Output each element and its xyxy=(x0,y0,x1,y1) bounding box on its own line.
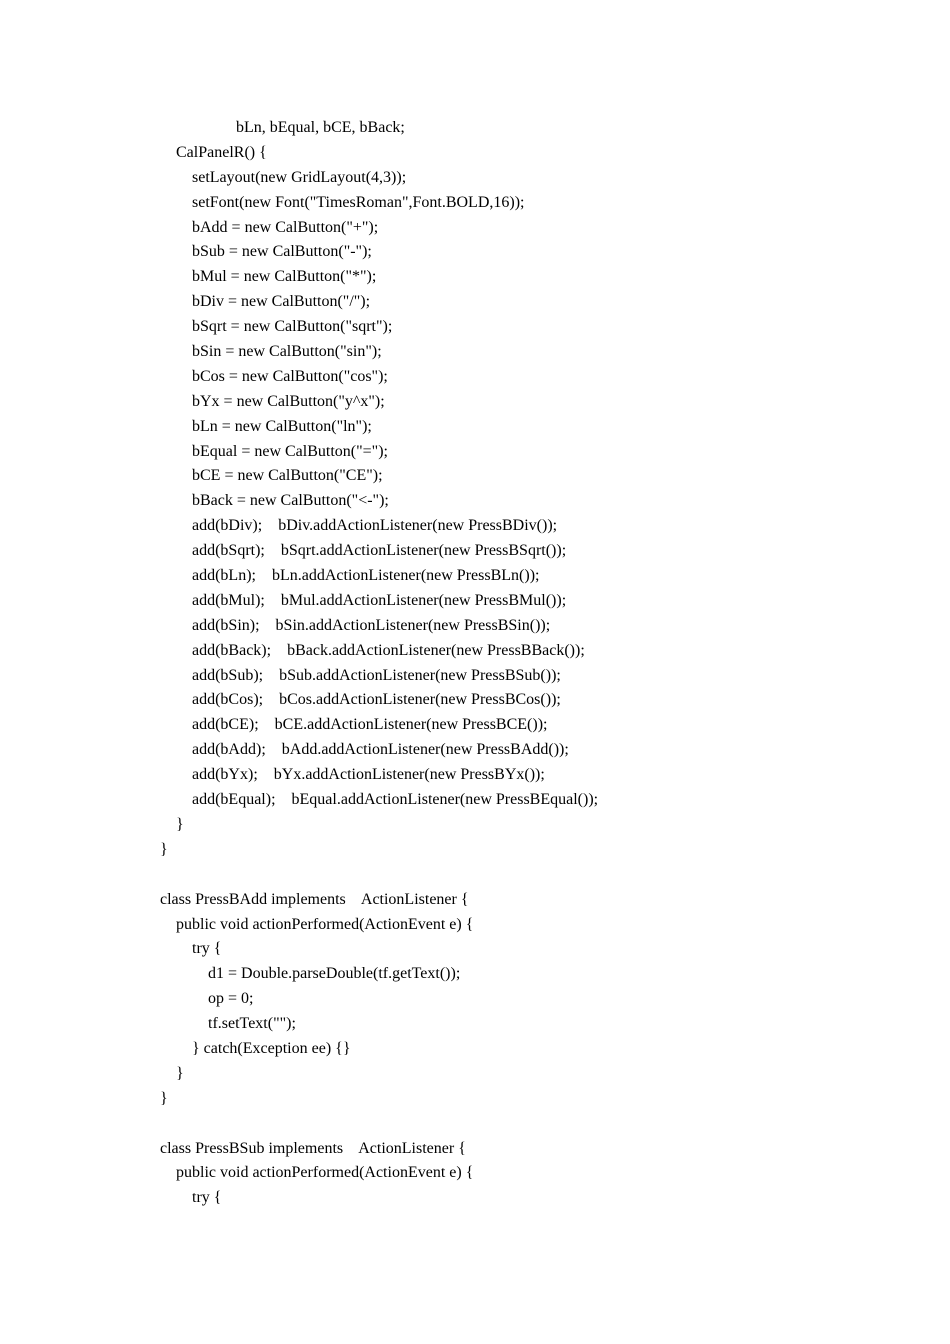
code-line: add(bSqrt); bSqrt.addActionListener(new PressBSqrt()); xyxy=(160,542,567,560)
code-line: } xyxy=(160,1064,184,1082)
code-line: bEqual = new CalButton("="); xyxy=(160,442,388,460)
code-line: bSin = new CalButton("sin"); xyxy=(160,343,382,361)
code-line: add(bLn); bLn.addActionListener(new PressBLn()); xyxy=(160,567,540,585)
code-line: } catch(Exception ee) {} xyxy=(160,1039,351,1057)
code-line: add(bYx); bYx.addActionListener(new PressBYx()); xyxy=(160,766,545,784)
code-line: tf.setText(""); xyxy=(160,1015,296,1033)
code-line: bLn, bEqual, bCE, bBack; xyxy=(160,119,405,136)
code-line: bCos = new CalButton("cos"); xyxy=(160,367,388,385)
code-line: bCE = new CalButton("CE"); xyxy=(160,467,383,485)
code-line: setLayout(new GridLayout(4,3)); xyxy=(160,168,407,186)
code-line: setFont(new Font("TimesRoman",Font.BOLD,16)); xyxy=(160,193,525,211)
code-line: } xyxy=(160,1089,168,1107)
code-line xyxy=(160,863,598,888)
code-line: add(bEqual); bEqual.addActionListener(new PressBEqual()); xyxy=(160,791,599,809)
code-listing xyxy=(160,116,598,1211)
code-line: public void actionPerformed(ActionEvent e) { xyxy=(160,915,474,933)
code-line: } xyxy=(160,815,184,833)
code-line: d1 = Double.parseDouble(tf.getText()); xyxy=(160,965,461,983)
code-line: class PressBSub implements ActionListener { xyxy=(160,1139,466,1157)
code-line: add(bCE); bCE.addActionListener(new PressBCE()); xyxy=(160,716,548,734)
code-line: add(bMul); bMul.addActionListener(new PressBMul()); xyxy=(160,591,567,609)
code-line: add(bSub); bSub.addActionListener(new PressBSub()); xyxy=(160,666,561,684)
code-line: bSub = new CalButton("-"); xyxy=(160,243,372,261)
code-line xyxy=(160,1112,598,1137)
code-line: try { xyxy=(160,1189,222,1207)
code-line: public void actionPerformed(ActionEvent e) { xyxy=(160,1164,474,1182)
code-line: bBack = new CalButton("<-"); xyxy=(160,492,389,510)
code-line: try { xyxy=(160,940,222,958)
code-line: add(bSin); bSin.addActionListener(new PressBSin()); xyxy=(160,616,551,634)
code-line: bDiv = new CalButton("/"); xyxy=(160,293,371,311)
code-line: add(bBack); bBack.addActionListener(new PressBBack()); xyxy=(160,641,585,659)
code-line: bYx = new CalButton("y^x"); xyxy=(160,392,385,410)
code-line: add(bCos); bCos.addActionListener(new PressBCos()); xyxy=(160,691,561,709)
code-line: bAdd = new CalButton("+"); xyxy=(160,218,379,236)
code-line: op = 0; xyxy=(160,990,254,1008)
code-line: bLn = new CalButton("ln"); xyxy=(160,417,372,435)
code-line: add(bDiv); bDiv.addActionListener(new PressBDiv()); xyxy=(160,517,558,535)
code-line: bSqrt = new CalButton("sqrt"); xyxy=(160,318,393,336)
code-line: class PressBAdd implements ActionListener { xyxy=(160,890,469,908)
code-line: bMul = new CalButton("*"); xyxy=(160,268,377,286)
code-line: add(bAdd); bAdd.addActionListener(new PressBAdd()); xyxy=(160,741,569,759)
code-line: } xyxy=(160,840,168,858)
code-line: CalPanelR() { xyxy=(160,143,267,161)
